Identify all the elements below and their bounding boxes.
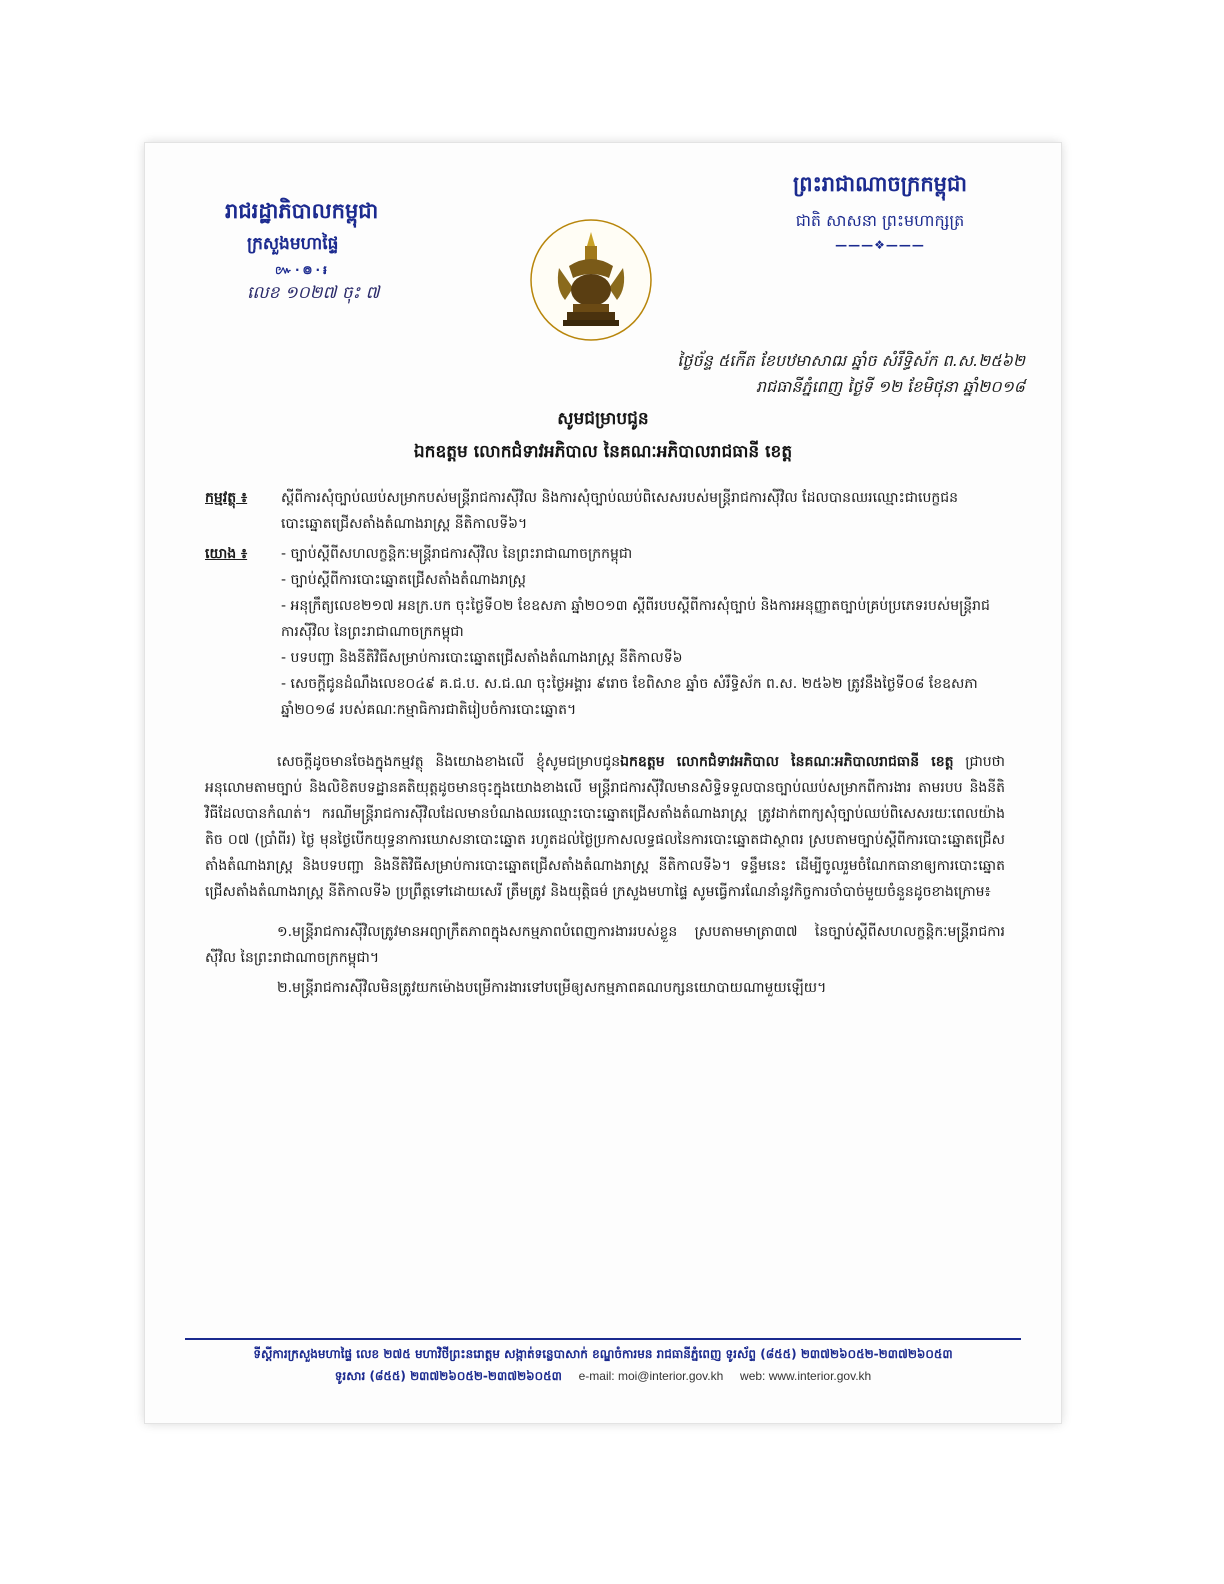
references-row bbox=[205, 541, 1005, 723]
subject-text: ស្តីពីការសុំច្បាប់ឈប់សម្រាកបស់មន្ត្រីរាជការស៊ីវិល និងការសុំច្បាប់ឈប់ពិសេសរបស់មន្ត្រីរាជការស៊ីវិល ដែលបានឈរឈ្មោះជាបេក្ខជនបោះឆ្នោតជ្រើសតាំងតំណាងរាស្ត្រ នីតិកាលទី៦។ bbox=[281, 490, 959, 532]
subject-row bbox=[205, 485, 1005, 537]
salutation bbox=[145, 408, 1061, 466]
footer-divider bbox=[185, 1338, 1021, 1340]
government-name: រាជរដ្ឋាភិបាលកម្ពុជា bbox=[225, 199, 379, 223]
instruction-item: ១.មន្ត្រីរាជការស៊ីវិលត្រូវមានអព្យាក្រឹតភាពក្នុងសកម្មភាពបំពេញការងាររបស់ខ្លួន ស្របតាមមាត្រា៣៧ នៃច្បាប់ស្តីពីសហលក្ខន្តិកៈមន្ត្រីរាជការស៊ីវិល នៃព្រះរាជាណាចក្រកម្ពុជា។ bbox=[205, 924, 1005, 966]
solar-date: រាជធានីភ្នំពេញ ថ្ងៃទី ១២ ខែមិថុនា ឆ្នាំ២០១៨ bbox=[755, 377, 1025, 396]
footer-address: ទីស្តីការក្រសួងមហាផ្ទៃ លេខ ២៧៥ មហាវិថីព្រះនរោត្តម សង្កាត់ទន្លេបាសាក់ ខណ្ឌចំការមន រាជធានីភ្នំពេញ ទូរស័ព្ទ (៨៥៥) ២៣៧២៦០៥២-២៣៧២៦០៥៣ bbox=[253, 1347, 953, 1361]
ministry-ornament: ៚·៙·៛ bbox=[275, 263, 330, 277]
footer-website: web: www.interior.gov.kh bbox=[740, 1369, 872, 1383]
references-label: យោង ៖ bbox=[205, 546, 248, 562]
subject-label: កម្មវត្ថុ ៖ bbox=[205, 490, 248, 506]
reference-item: - បទបញ្ជា និងនីតិវិធីសម្រាប់ការបោះឆ្នោតជ្រើសតាំងតំណាងរាស្ត្រ នីតិកាលទី៦ bbox=[281, 650, 683, 666]
ministry-name: ក្រសួងមហាផ្ទៃ bbox=[247, 234, 339, 254]
ministry-footer bbox=[185, 1343, 1021, 1387]
references-list bbox=[281, 541, 1005, 723]
royal-emblem-icon bbox=[529, 218, 653, 342]
main-paragraph-body: ជ្រាបថា អនុលោមតាមច្បាប់ និងលិខិតបទដ្ឋានគតិយុត្តដូចមានចុះក្នុងយោងខាងលើ មន្ត្រីរាជការស៊ីវិលមានសិទ្ធិទទួលបានច្បាប់ឈប់សម្រាកពីការងារ តាមរបប និងនីតិវិធីដែលបានកំណត់។ ករណីមន្ត្រីរាជការស៊ីវិលដែលមានបំណងឈរឈ្មោះបោះឆ្នោតជ្រើសតាំងតំណាងរាស្ត្រ ត្រូវដាក់ពាក្យសុំច្បាប់ឈប់ពិសេសរយៈពេលយ៉ាងតិច ០៧ (ប្រាំពីរ) ថ្ងៃ មុនថ្ងៃបើកយុទ្ធនាការឃោសនាបោះឆ្នោត រហូតដល់ថ្ងៃប្រកាសលទ្ធផលនៃការបោះឆ្នោតជាស្ថាពរ ស្របតាមច្បាប់ស្តីពីការបោះឆ្នោតជ្រើសតាំងតំណាងរាស្ត្រ និងបទបញ្ជា និងនីតិវិធីសម្រាប់ការបោះឆ្នោតជ្រើសតាំងតំណាងរាស្ត្រ នីតិកាលទី៦។ ទន្ទឹមនេះ ដើម្បីចូលរួមចំណែកធានាឲ្យការបោះឆ្នោតជ្រើសតាំងតំណាងរាស្ត្រ នីតិកាលទី៦ ប្រព្រឹត្តទៅដោយសេរី ត្រឹមត្រូវ និងយុត្តិធម៌ ក្រសួងមហាផ្ទៃ សូមធ្វើការណែនាំនូវកិច្ចការចាំបាច់មួយចំនួនដូចខាងក្រោម៖ bbox=[205, 754, 1005, 900]
kingdom-header bbox=[755, 171, 1005, 252]
kingdom-motto: ជាតិ សាសនា ព្រះមហាក្សត្រ bbox=[795, 211, 965, 230]
document-sheet bbox=[145, 143, 1061, 1423]
kingdom-name: ព្រះរាជាណាចក្រកម្ពុជា bbox=[792, 172, 967, 196]
reference-item: - ច្បាប់ស្តីពីការបោះឆ្នោតជ្រើសតាំងតំណាងរាស្ត្រ bbox=[281, 572, 526, 588]
reference-number: លេខ ១០២៧ ចុះ ៧ bbox=[247, 283, 380, 303]
letter-body bbox=[205, 485, 1005, 1001]
salutation-line1: សូមជម្រាបជូន bbox=[557, 409, 649, 429]
salutation-recipient: ឯកឧត្តម លោកជំទាវអភិបាល នៃគណៈអភិបាលរាជធានី ខេត្ត bbox=[413, 442, 793, 462]
kingdom-ornament: ———❖——— bbox=[835, 238, 925, 252]
reference-item: - ច្បាប់ស្តីពីសហលក្ខន្តិកៈមន្ត្រីរាជការស៊ីវិល នៃព្រះរាជាណាចក្រកម្ពុជា bbox=[281, 546, 633, 562]
main-paragraph-intro: សេចក្តីដូចមានចែងក្នុងកម្មវត្ថុ និងយោងខាងលើ ខ្ញុំសូមជម្រាបជូន bbox=[277, 754, 621, 770]
footer-email: e-mail: moi@interior.gov.kh bbox=[578, 1369, 724, 1383]
instruction-item: ២.មន្ត្រីរាជការស៊ីវិលមិនត្រូវយកម៉ោងបម្រើការងារទៅបម្រើឲ្យសកម្មភាពគណបក្សនយោបាយណាមួយឡើយ។ bbox=[277, 980, 827, 996]
ministry-header bbox=[225, 198, 380, 307]
main-paragraph bbox=[205, 749, 1005, 905]
document-date bbox=[625, 348, 1025, 400]
reference-item: - សេចក្តីជូនដំណឹងលេខ០៤៩ គ.ជ.ប. ស.ជ.ណ ចុះថ្ងៃអង្គារ ៩រោច ខែពិសាខ ឆ្នាំច សំរឹទ្ធិស័ក ព.ស. ២៥៦២ ត្រូវនឹងថ្ងៃទី០៨ ខែឧសភា ឆ្នាំ២០១៨ របស់គណៈកម្មាធិការជាតិរៀបចំការបោះឆ្នោត។ bbox=[281, 676, 978, 718]
main-paragraph-recipient: ឯកឧត្តម លោកជំទាវអភិបាល នៃគណៈអភិបាលរាជធានី ខេត្ត bbox=[620, 754, 954, 770]
footer-fax: ទូរសារ (៨៥៥) ២៣៧២៦០៥២-២៣៧២៦០៥៣ bbox=[334, 1369, 562, 1383]
reference-item: - អនុក្រឹត្យលេខ២១៧ អនក្រ.បក ចុះថ្ងៃទី០២ ខែឧសភា ឆ្នាំ២០១៣ ស្តីពីរបបស្តីពីការសុំច្បាប់ និងការអនុញ្ញាតច្បាប់គ្រប់ប្រភេទរបស់មន្ត្រីរាជការស៊ីវិល នៃព្រះរាជាណាចក្រកម្ពុជា bbox=[281, 598, 990, 640]
lunar-date: ថ្ងៃច័ន្ទ ៥កើត ខែបឋមាសាឍ ឆ្នាំច សំរឹទ្ធិស័ក ព.ស.២៥៦២ bbox=[677, 351, 1025, 370]
